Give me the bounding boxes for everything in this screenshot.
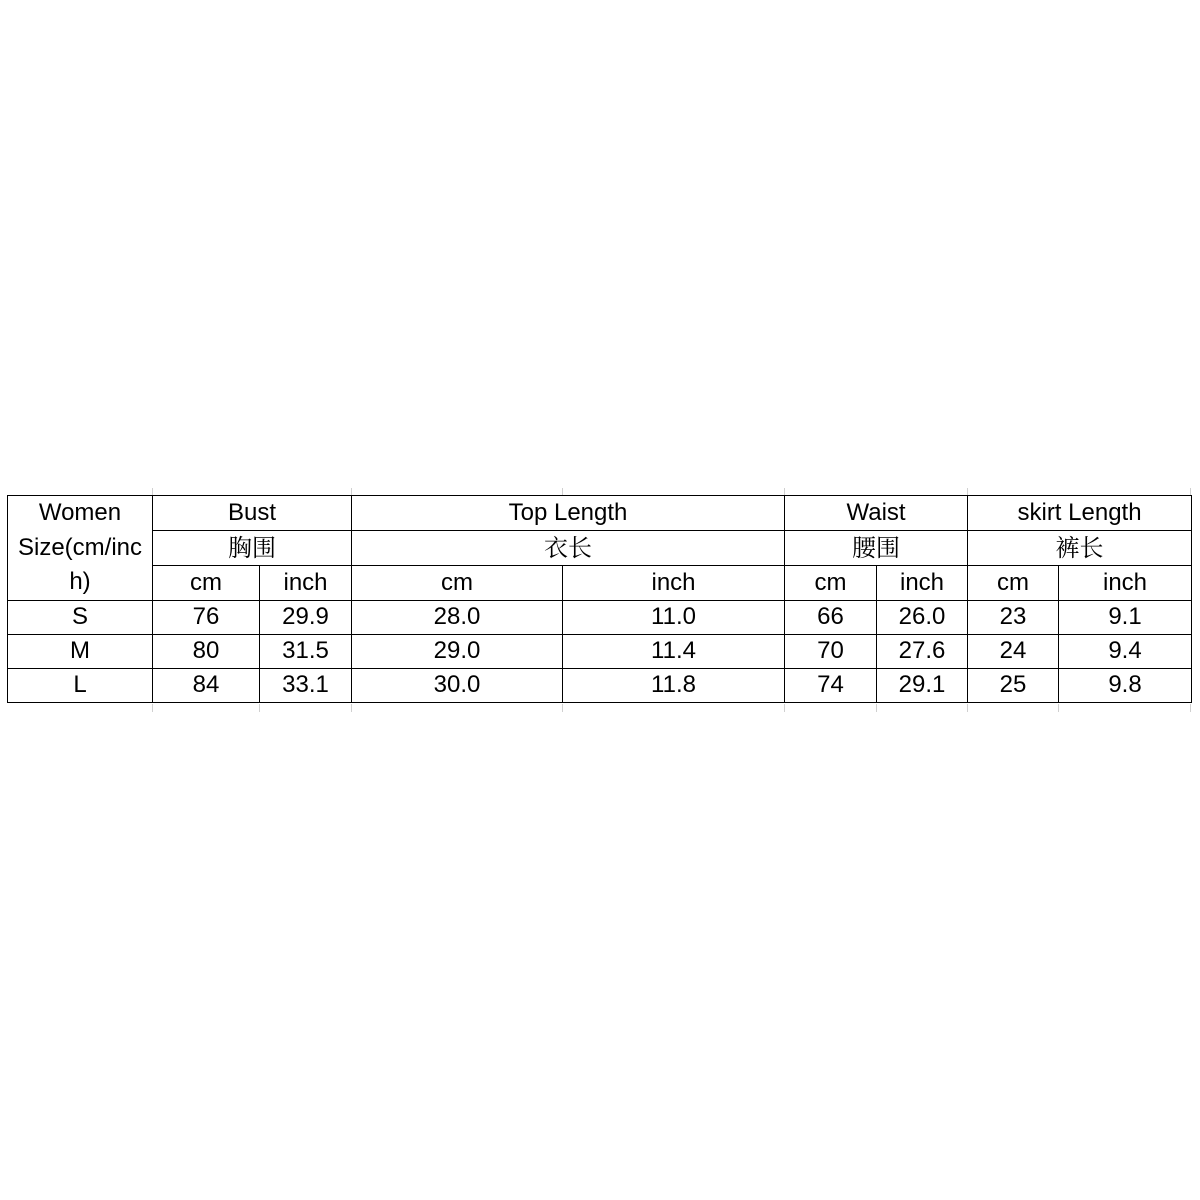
size-cell: M xyxy=(8,634,153,668)
table-row xyxy=(8,668,1192,702)
value-cell: 9.4 xyxy=(1059,634,1192,668)
value-cell: 29.0 xyxy=(352,634,563,668)
skirt-length-header: skirt Length xyxy=(968,496,1192,531)
unit-header: cm xyxy=(968,565,1059,600)
grid-tick xyxy=(876,704,877,712)
grid-tick xyxy=(152,704,153,712)
skirt-length-header-cn: 裤长 xyxy=(968,530,1192,565)
size-label-line: Size(cm/inc xyxy=(17,533,143,561)
value-cell: 30.0 xyxy=(352,668,563,702)
value-cell: 9.8 xyxy=(1059,668,1192,702)
value-cell: 70 xyxy=(785,634,877,668)
size-cell: L xyxy=(8,668,153,702)
grid-tick xyxy=(351,704,352,712)
grid-tick xyxy=(351,488,352,495)
bust-header-cn: 胸围 xyxy=(153,530,352,565)
value-cell: 84 xyxy=(153,668,260,702)
value-cell: 33.1 xyxy=(260,668,352,702)
unit-header: inch xyxy=(260,565,352,600)
size-cell: S xyxy=(8,600,153,634)
value-cell: 9.1 xyxy=(1059,600,1192,634)
value-cell: 66 xyxy=(785,600,877,634)
value-cell: 23 xyxy=(968,600,1059,634)
value-cell: 11.0 xyxy=(563,600,785,634)
top-length-header: Top Length xyxy=(352,496,785,531)
value-cell: 80 xyxy=(153,634,260,668)
value-cell: 25 xyxy=(968,668,1059,702)
waist-header: Waist xyxy=(785,496,968,531)
size-label-cell xyxy=(8,496,153,601)
value-cell: 76 xyxy=(153,600,260,634)
grid-tick xyxy=(1190,488,1191,495)
grid-tick xyxy=(1058,704,1059,712)
value-cell: 28.0 xyxy=(352,600,563,634)
value-cell: 24 xyxy=(968,634,1059,668)
value-cell: 27.6 xyxy=(877,634,968,668)
unit-header: cm xyxy=(785,565,877,600)
grid-tick xyxy=(784,704,785,712)
bust-header: Bust xyxy=(153,496,352,531)
header-row-en xyxy=(8,496,1192,531)
value-cell: 29.9 xyxy=(260,600,352,634)
grid-tick xyxy=(259,704,260,712)
size-label-line: h) xyxy=(69,568,91,596)
grid-tick xyxy=(967,704,968,712)
grid-tick xyxy=(967,488,968,495)
table-row xyxy=(8,600,1192,634)
value-cell: 31.5 xyxy=(260,634,352,668)
top-length-header-cn: 衣长 xyxy=(352,530,785,565)
grid-tick xyxy=(562,488,563,495)
grid-tick xyxy=(152,488,153,495)
unit-header: cm xyxy=(153,565,260,600)
unit-header: inch xyxy=(563,565,785,600)
size-label-line: Women xyxy=(38,499,122,526)
value-cell: 29.1 xyxy=(877,668,968,702)
table-row xyxy=(8,634,1192,668)
unit-header: cm xyxy=(352,565,563,600)
waist-header-cn: 腰围 xyxy=(785,530,968,565)
unit-row xyxy=(8,565,1192,600)
unit-header: inch xyxy=(877,565,968,600)
value-cell: 11.8 xyxy=(563,668,785,702)
grid-tick xyxy=(784,488,785,495)
unit-header: inch xyxy=(1059,565,1192,600)
value-cell: 74 xyxy=(785,668,877,702)
value-cell: 26.0 xyxy=(877,600,968,634)
size-chart-table xyxy=(7,495,1192,703)
value-cell: 11.4 xyxy=(563,634,785,668)
grid-tick xyxy=(1190,704,1191,712)
grid-tick xyxy=(562,704,563,712)
header-row-cn xyxy=(8,530,1192,565)
